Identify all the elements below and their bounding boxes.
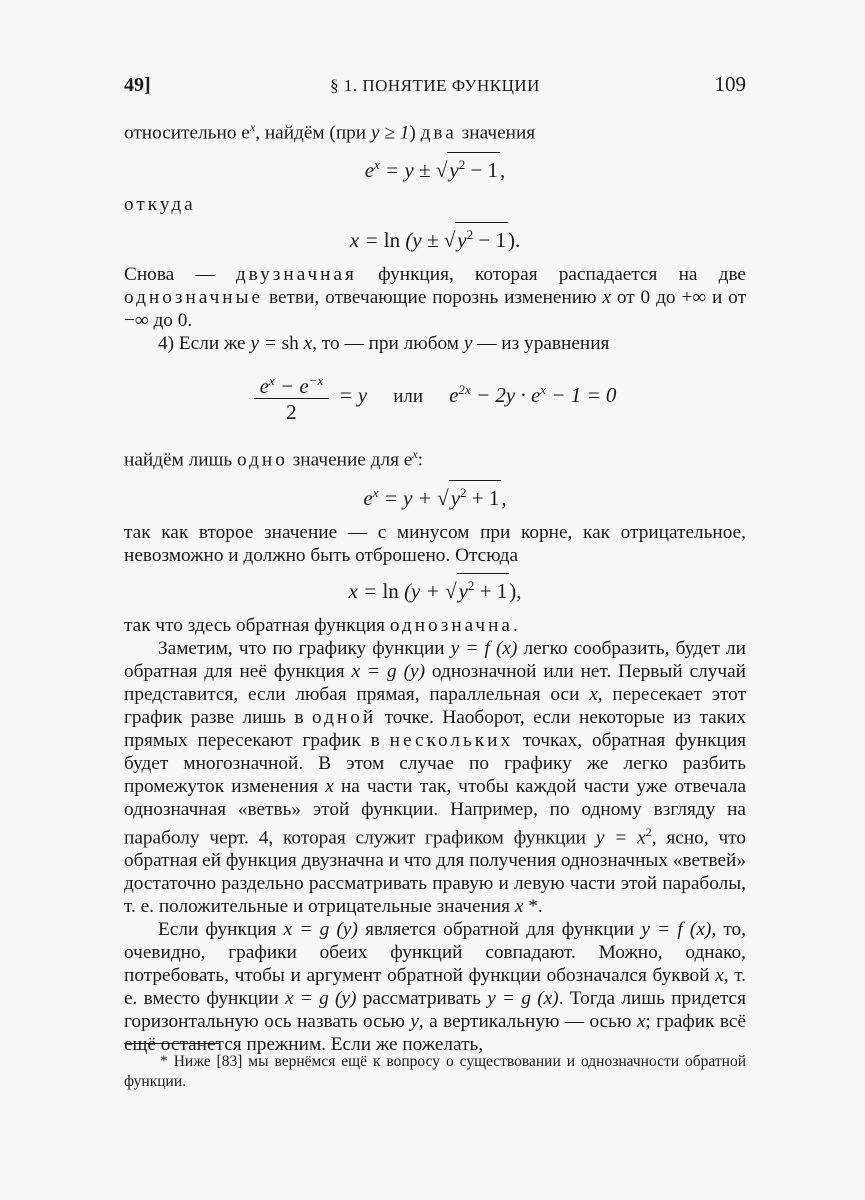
chapter-title: § 1. ПОНЯТИЕ ФУНКЦИИ [330,76,540,95]
text: нескольких [389,729,514,751]
text: (y + [398,578,446,603]
text: y [450,485,461,510]
text: от 0 до +∞ и от −∞ до 0. [124,287,746,332]
text: = y + [378,485,438,510]
text: y = f (x) [641,919,712,941]
text: . Тогда лишь придется горизонтальную ось назвать осью [124,988,746,1033]
text: x [298,333,313,355]
text: e [364,158,375,183]
text: + 1 [474,578,508,603]
text: y = f (x) [450,637,518,659]
paragraph [124,116,746,144]
text: , [500,158,506,183]
text: точках, обратная функция будет многозначной. В этом случае по графику же легко разбить промежуток изменения [124,729,747,797]
text: *. [523,896,543,918]
footnote-divider [124,1043,220,1044]
text: x [325,775,334,797]
formula [124,478,746,513]
page-number: 109 [714,72,746,96]
text: рассматривать [356,988,488,1010]
denominator: 2 [286,400,297,425]
text: значения [456,122,536,144]
text: x = [349,228,384,253]
text: y [463,333,473,355]
text: e [259,374,269,399]
paragraph [124,637,746,918]
numerator [254,369,330,399]
text: (y ± [400,228,444,253]
text: y [458,578,468,603]
text: y = g (x) [487,988,559,1010]
text: : [417,449,424,471]
text: y = x [595,827,646,849]
formula [124,222,746,255]
text: значение для e [287,449,413,471]
text: − e [274,374,309,399]
formula [124,573,746,606]
text: − 1 [473,228,506,253]
text: Снова — [124,264,236,286]
text: 2 [645,824,652,839]
text: x [602,287,611,309]
text: двузначная [235,264,357,286]
text: y = [250,333,282,355]
text: на части так, чтобы каждой части уже отвечала однозначная «ветвь» этой функции. Например, по одному взгляду на параболу черт. 4, которая служит графиком функции [124,775,746,849]
text: однозначной или нет. Первый случай представится, если любая прямая, параллельная оси [124,660,746,705]
text: ), [509,578,522,603]
text: sh [281,333,299,355]
text: ln [382,578,399,603]
footnote: * Ниже [83] мы вернёмся ещё к вопросу о существовании и однозначности обратной функции. [124,1053,746,1090]
text: x [372,484,379,500]
text: − 1 [465,158,499,183]
text: относительно e [124,122,250,144]
text: найдём лишь [124,449,237,471]
text: x [374,157,380,173]
text: y ≥ 1 [370,122,410,144]
text: , ясно, что обратная ей функция двузначна и что для получения однозначных «ветвей» достаточно раздельно рассматривать правую и левую части этой параболы, т. е. положительные и отрицательные значения [124,827,746,918]
paragraph [124,614,746,637]
running-header [124,70,746,104]
formula [124,369,746,425]
text: является обратной для функции [357,919,642,941]
text: , найдём (при [255,122,371,144]
text: одно [237,449,288,471]
text: 2 [466,227,474,243]
text: x [636,1011,646,1033]
text: e [363,485,373,510]
formula [124,150,746,185]
radicand [455,222,508,252]
text: − 1 = 0 [546,383,617,408]
text: x [540,382,547,398]
text: = y [333,383,368,408]
text: ). [507,228,521,253]
text: , [501,485,507,510]
text: одной [312,706,377,728]
text: , пересекает этот график разве лишь в [124,683,746,728]
text: y [449,158,459,183]
text: функция, которая распадается на две [356,264,746,286]
text: 4) Если же [158,333,251,355]
text: 2x [458,382,471,398]
radicand [447,152,500,182]
text: −x [308,373,324,389]
text: x = g (y) [351,660,425,682]
text: x [249,120,256,134]
text: — из уравнения [472,333,610,355]
radicand [457,573,510,603]
text: 2 [460,484,467,500]
text: ; график всё ещё останется прежним. Если же пожелать, [124,1011,746,1056]
text: откуда [124,194,196,216]
sqrt-sign: √ [437,485,449,510]
section-number: 49] [124,74,151,96]
radicand [449,480,502,510]
text: y [457,228,467,253]
text: , а вертикальную — осью [418,1011,637,1033]
text: , то — при любом [312,333,464,355]
text: ) [409,122,421,144]
paragraph [124,443,746,471]
text: x = [348,578,383,603]
text: , т. е. вместо функции [124,965,746,1010]
text: e [449,383,459,408]
text: x [589,683,598,705]
text: x [715,965,724,987]
text: x = g (y) [283,919,358,941]
sqrt-sign: √ [435,158,448,183]
text: Если функция [158,919,284,941]
text: 2 [467,577,475,593]
text: так что здесь обратная функция [124,614,390,636]
text: точке. Наоборот, если некоторые из таких прямых пересекают график в [124,706,746,751]
text: x = g (y) [284,988,357,1010]
fraction [254,369,330,425]
text: + 1 [466,485,500,510]
main-text [124,116,746,1056]
paragraph [124,193,746,216]
text: 2 [458,157,466,173]
text: Заметим, что по графику функции [158,637,451,659]
text: , то, очевидно, графики обеих функций совпадают. Можно, однако, потребовать, чтобы и аргумент обратной функции обозначался буквой [124,919,747,987]
text: легко сообразить, будет ли обратная для неё функция [124,637,746,682]
sqrt-sign: √ [445,578,457,603]
text: = y ± [379,158,436,183]
text: x [514,896,524,918]
text: два [420,122,457,144]
text: . [513,614,518,636]
text: y [410,1011,419,1033]
text: однозначна [389,614,513,636]
text: или [393,386,424,408]
sqrt-sign: √ [443,228,456,253]
paragraph: так как второе значение — с минусом при корне, как отрицательное, невозможно и должно быть отброшено. Отсюда [124,521,746,566]
text: − 2y · e [470,383,541,408]
paragraph [124,918,746,1056]
text: x [268,373,275,389]
paragraph [124,332,746,355]
text: однозначные [124,287,264,309]
text: x [412,447,418,462]
text: ln [383,228,401,253]
paragraph [124,263,746,332]
text: ветви, отвечающие порознь изменению [263,287,603,309]
